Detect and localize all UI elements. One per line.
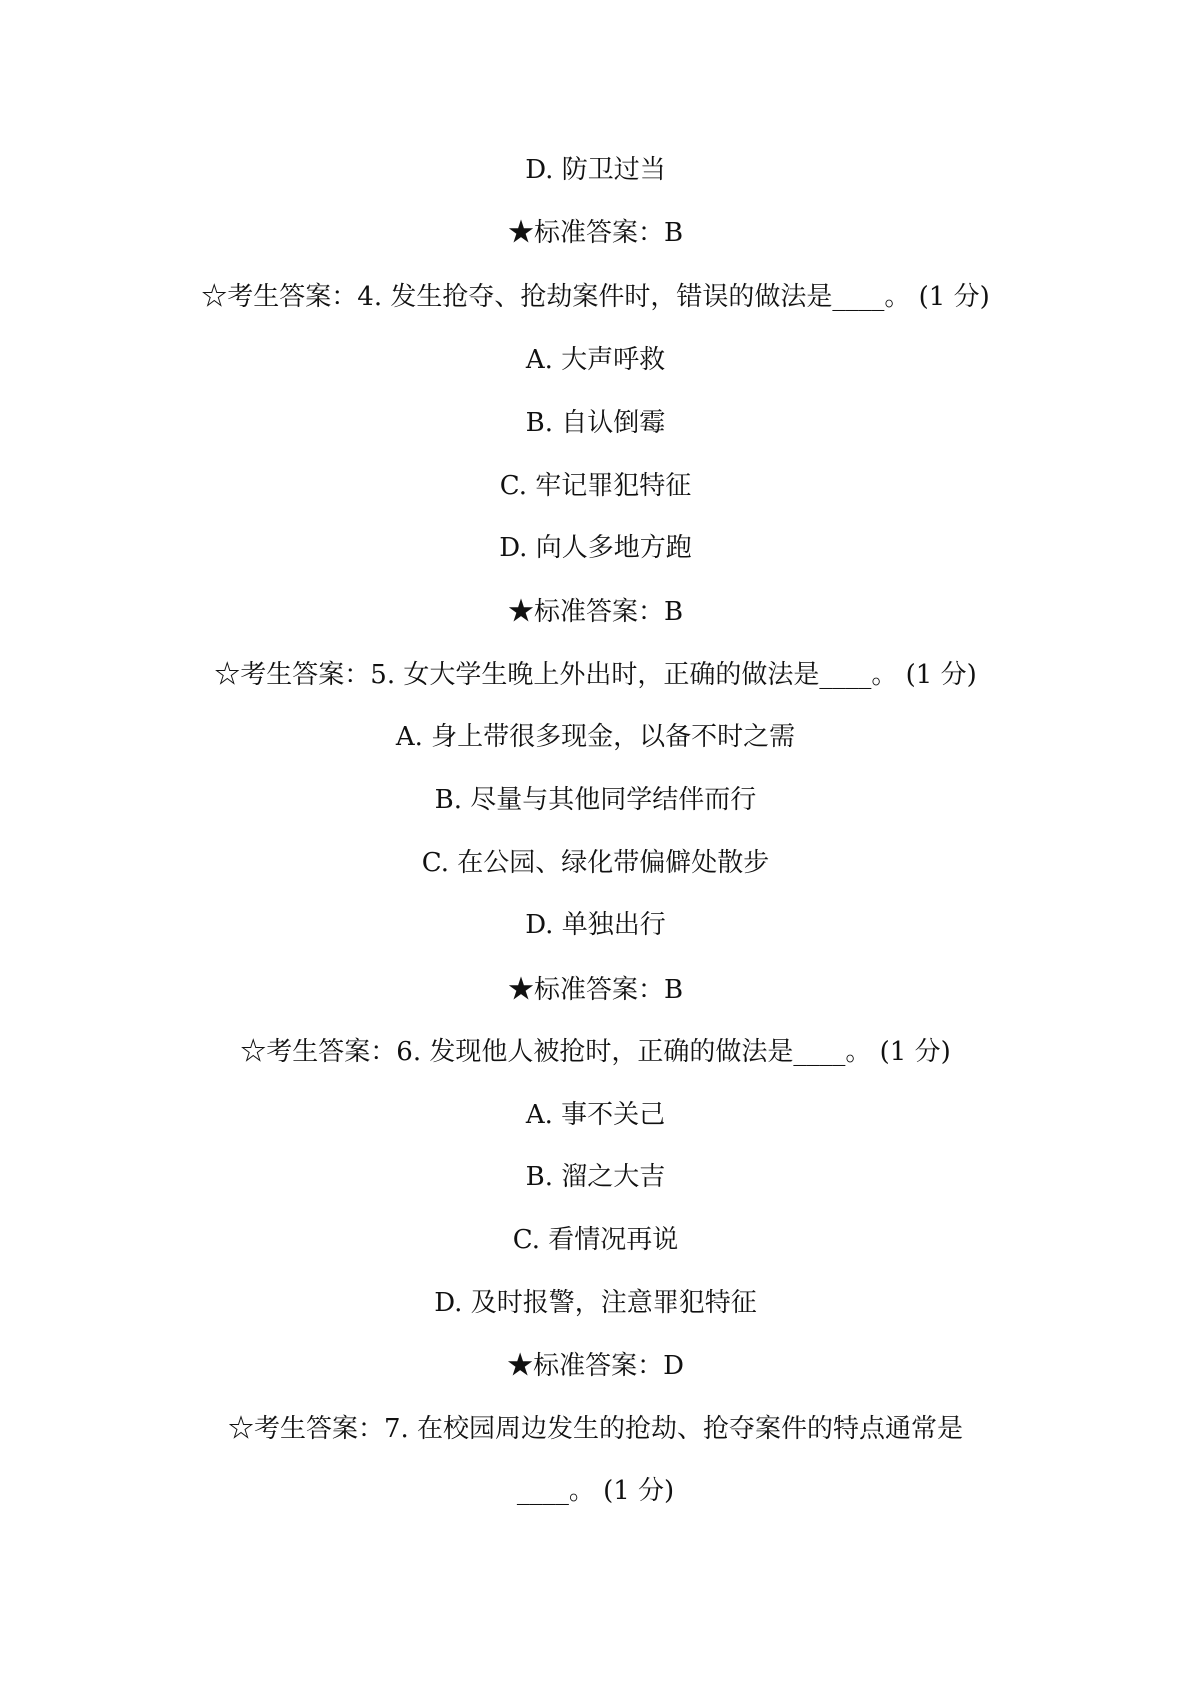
standard-answer-q4: ★标准答案：B xyxy=(507,597,684,627)
option-a-q6: A. 事不关己 xyxy=(525,1100,666,1130)
option-c-q4: C. 牢记罪犯特征 xyxy=(499,471,692,501)
question-4-text: ☆考生答案：4. 发生抢夺、抢劫案件时，错误的做法是____。 (1 分) xyxy=(201,282,990,312)
standard-answer-q5: ★标准答案：B xyxy=(507,975,684,1005)
option-d-q4: D. 向人多地方跑 xyxy=(499,533,692,563)
option-b-q6: B. 溜之大吉 xyxy=(525,1162,666,1192)
standard-answer-q6: ★标准答案：D xyxy=(507,1351,684,1381)
option-a-q5: A. 身上带很多现金，以备不时之需 xyxy=(395,722,796,752)
standard-answer-q3: ★标准答案：B xyxy=(507,218,684,248)
option-a-q4: A. 大声呼救 xyxy=(525,345,666,375)
option-d-q5: D. 单独出行 xyxy=(525,910,666,940)
question-5-text: ☆考生答案：5. 女大学生晚上外出时，正确的做法是____。 (1 分) xyxy=(214,660,977,690)
question-6-text: ☆考生答案：6. 发现他人被抢时，正确的做法是____。 (1 分) xyxy=(240,1037,951,1067)
question-7-text: ☆考生答案：7. 在校园周边发生的抢劫、抢夺案件的特点通常是 xyxy=(227,1414,964,1444)
question-7-continuation: ____。 (1 分) xyxy=(516,1476,675,1506)
option-c-q6: C. 看情况再说 xyxy=(512,1225,679,1255)
option-b-q5: B. 尽量与其他同学结伴而行 xyxy=(434,785,757,815)
option-b-q4: B. 自认倒霉 xyxy=(525,408,666,438)
option-d-q3: D. 防卫过当 xyxy=(525,155,666,185)
option-c-q5: C. 在公园、绿化带偏僻处散步 xyxy=(421,848,770,878)
option-d-q6: D. 及时报警，注意罪犯特征 xyxy=(434,1288,757,1318)
